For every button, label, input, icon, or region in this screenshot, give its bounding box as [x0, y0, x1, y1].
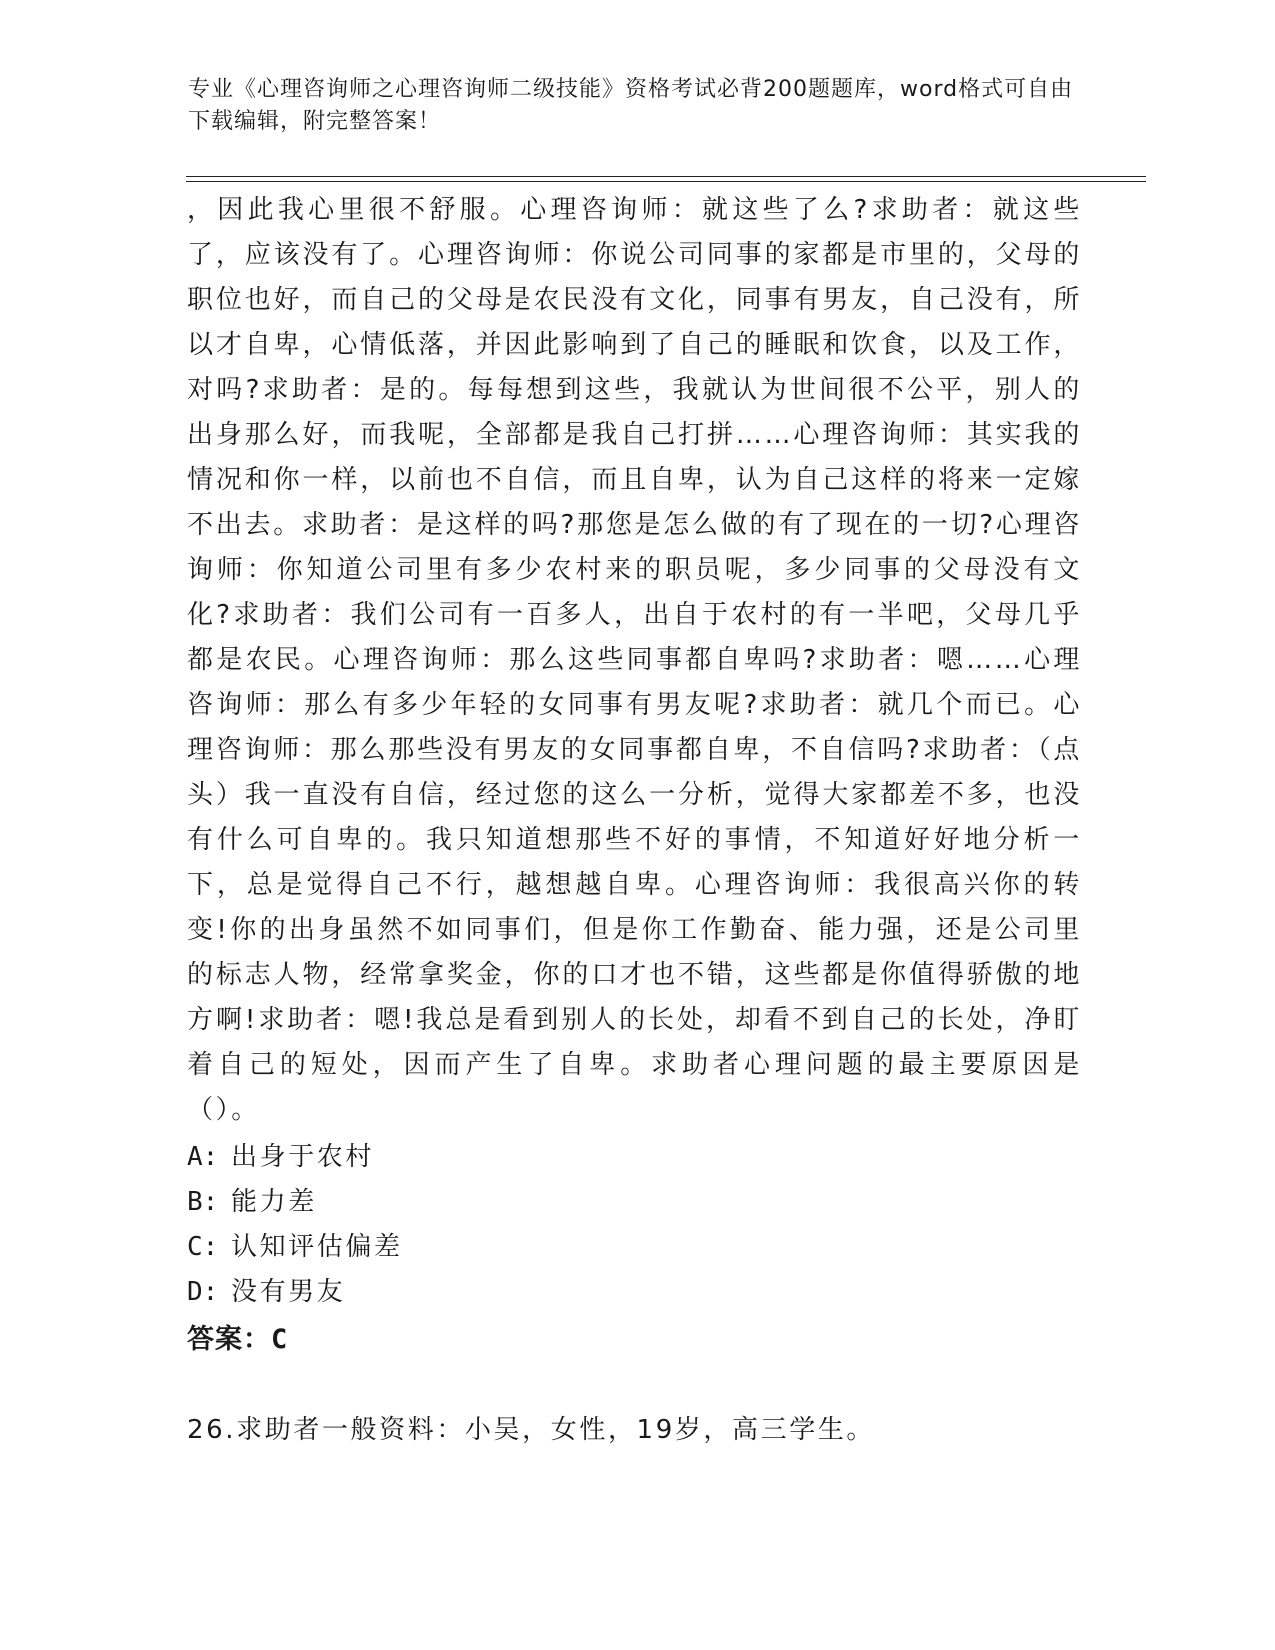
question-passage: ，因此我心里很不舒服。心理咨询师：就这些了么?求助者：就这些了，应该没有了。心理咨询师：你说公司同事的家都是市里的，父母的职位也好，而自己的父母是农民没有文化，同事有男友，自己没有，所以才自卑，心情低落，并因此影响到了自己的睡眠和饮食，以及工作，对吗?求助者：是的。每每想到这些，我就认为世间很不公平，别人的出身那么好，而我呢，全部都是我自己打拼……心理咨询师：其实我的情况和你一样，以前也不自信，而且自卑，认为自己这样的将来一定嫁不出去。求助者：是这样的吗?那您是怎么做的有了现在的一切?心理咨询师：你知道公司里有多少农村来的职员呢，多少同事的父母没有文化?求助者：我们公司有一百多人，出自于农村的有一半吧，父母几乎都是农民。心理咨询师：那么这些同事都自卑吗?求助者：嗯……心理咨询师：那么有多少年轻的女同事有男友呢?求助者：就几个而已。心理咨询师：那么那些没有男友的女同事都自卑，不自信吗?求助者：（点头）我一直没有自信，经过您的这么一分析，觉得大家都差不多，也没有什么可自卑的。我只知道想那些不好的事情，不知道好好地分析一下，总是觉得自己不行，越想越自卑。心理咨询师：我很高兴你的转变!你的出身虽然不如同事们，但是你工作勤奋、能力强，还是公司里的标志人物，经常拿奖金，你的口才也不错，这些都是你值得骄傲的地方啊!求助者：嗯!我总是看到别人的长处，却看不到自己的长处，净盯着自己的短处，因而产生了自卑。求助者心理问题的最主要原因是（）。 — [187, 195, 1082, 1125]
option-list — [187, 1135, 1082, 1315]
option-letter: D: — [187, 1277, 219, 1307]
answer-label: 答案： — [187, 1324, 271, 1355]
header-divider-bottom — [186, 181, 1146, 182]
option-a — [187, 1135, 1082, 1180]
option-c — [187, 1225, 1082, 1270]
option-text: 没有男友 — [231, 1277, 346, 1307]
document-body — [187, 188, 1082, 1453]
option-text: 能力差 — [231, 1187, 317, 1217]
header-title: 专业《心理咨询师之心理咨询师二级技能》资格考试必背200题题库，word格式可自由下载编辑，附完整答案！ — [188, 77, 1074, 134]
next-question: 26.求助者一般资料：小吴，女性，19岁，高三学生。 — [187, 1415, 876, 1445]
page-header — [188, 74, 1088, 138]
answer-line — [187, 1317, 1082, 1362]
option-d — [187, 1270, 1082, 1315]
option-letter: B: — [187, 1187, 219, 1217]
answer-value: C — [271, 1324, 289, 1355]
option-letter: C: — [187, 1232, 219, 1262]
option-b — [187, 1180, 1082, 1225]
option-text: 出身于农村 — [231, 1142, 375, 1172]
option-text: 认知评估偏差 — [231, 1232, 403, 1262]
header-divider-top — [186, 176, 1146, 177]
option-letter: A: — [187, 1142, 219, 1172]
